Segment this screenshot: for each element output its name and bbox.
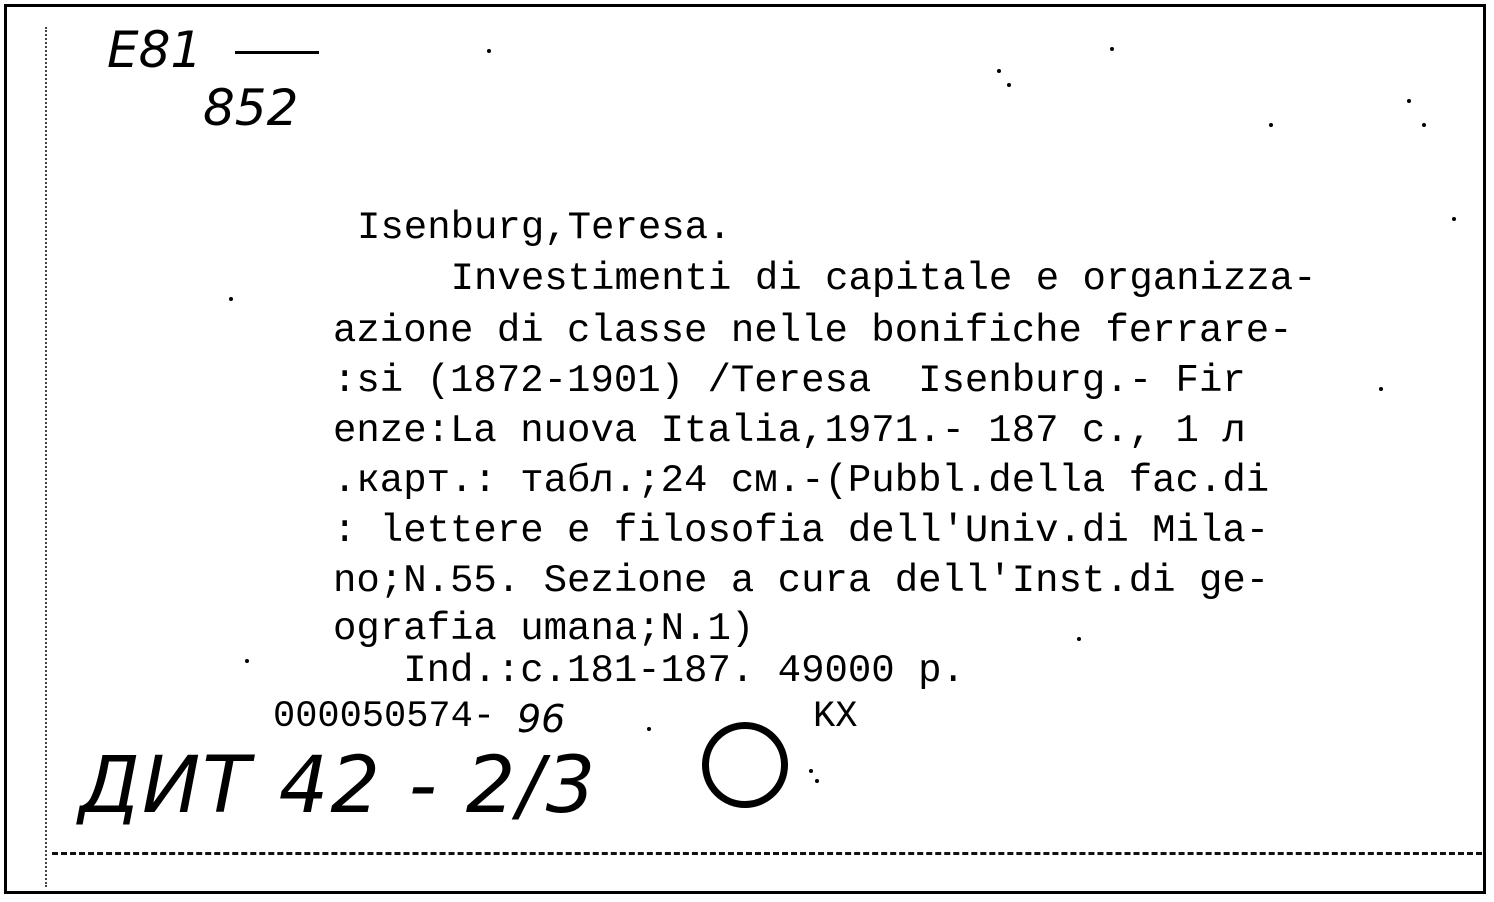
perforation-dots: [45, 27, 55, 887]
speck: [1077, 637, 1081, 641]
speck: [229, 297, 233, 301]
description-line: enze:La nuova Italia,1971.- 187 c., 1 л: [333, 409, 1246, 453]
catalog-card: [4, 4, 1486, 894]
speck: [1110, 47, 1114, 51]
speck: [1452, 217, 1456, 221]
speck: [647, 727, 651, 731]
record-number-suffix: 96: [517, 697, 566, 741]
description-line: no;N.55. Sezione a cura dell'Inst.di ge-: [333, 559, 1270, 603]
speck: [997, 69, 1001, 73]
speck: [1407, 99, 1411, 103]
speck: [1379, 387, 1383, 391]
description-line: .карт.: табл.;24 см.-(Pubbl.della fac.di: [333, 459, 1270, 503]
index-and-price: Ind.:c.181-187. 49000 р.: [333, 649, 965, 693]
classification-code: KX: [813, 696, 858, 738]
description-line: azione di classe nelle bonifiche ferrare-: [333, 309, 1293, 353]
speck: [487, 49, 491, 53]
description-line: Investimenti di capitale e organizzа-: [357, 257, 1317, 301]
description-line: ografia umana;N.1): [333, 607, 755, 651]
record-number: 000050574-: [273, 696, 496, 738]
inventory-mark: ДИТ 42 - 2/3: [79, 741, 598, 831]
shelfmark-divider: [235, 51, 319, 54]
shelfmark-top: E81: [107, 21, 203, 79]
description-line: :si (1872-1901) /Teresa Isenburg.- Fir: [333, 359, 1246, 403]
speck: [1422, 123, 1426, 127]
bottom-rule: [52, 852, 1482, 855]
speck: [245, 659, 249, 663]
stamp-circle: [702, 722, 788, 808]
shelfmark-bottom: 852: [203, 79, 299, 137]
author-heading: Isenburg,Teresa.: [357, 206, 732, 250]
description-line: : lettere e filosofia dell'Univ.di Mila-: [333, 509, 1270, 553]
speck: [809, 769, 813, 773]
speck: [1269, 123, 1273, 127]
speck: [1007, 83, 1011, 87]
speck: [815, 779, 819, 783]
